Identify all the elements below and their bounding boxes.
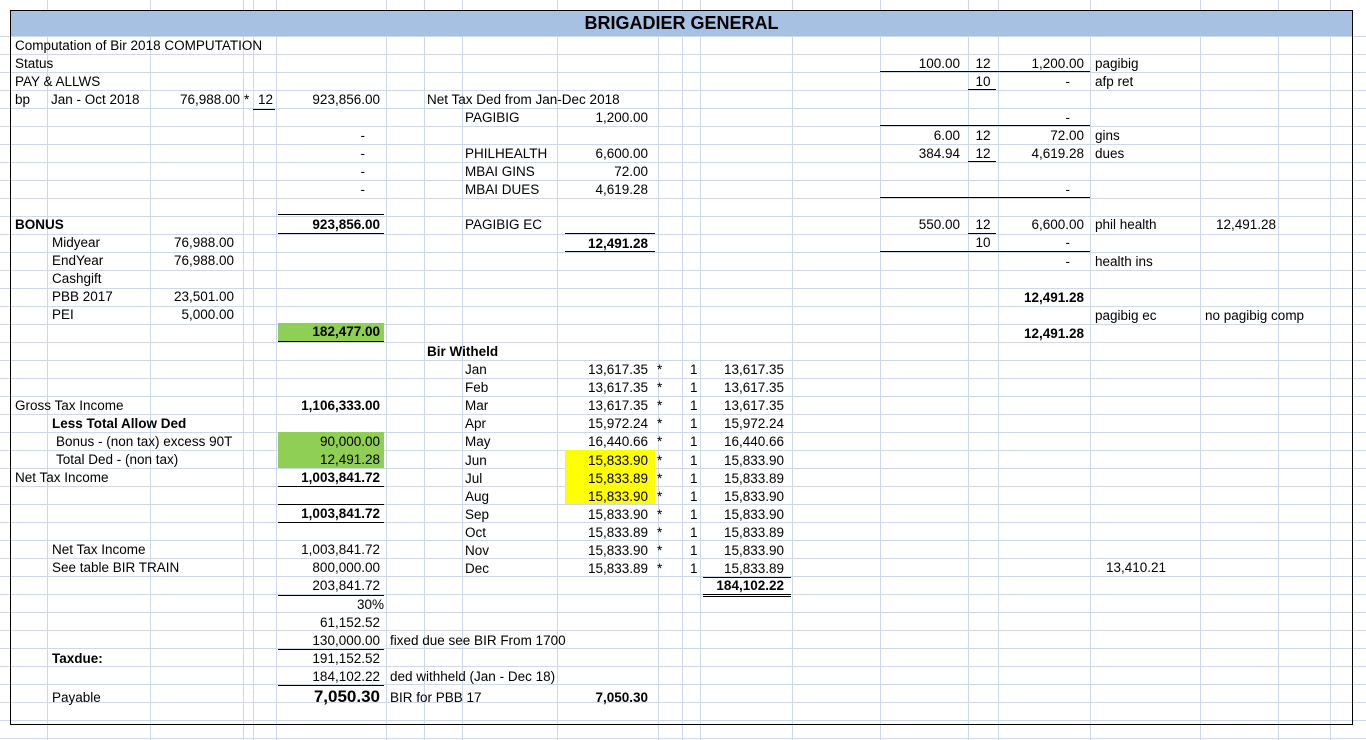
month-name: Dec: [465, 561, 490, 577]
r3-total: -: [1065, 110, 1070, 125]
month-count: 1: [690, 543, 698, 558]
month-name: Mar: [465, 398, 489, 414]
mbai-dues-label: MBAI DUES: [465, 182, 540, 197]
border-bonus-sum: [278, 341, 384, 342]
net2-label: Net Tax Income: [52, 542, 146, 557]
border-r3: [880, 125, 1090, 126]
netded-title: Net Tax Ded from Jan-Dec 2018: [427, 92, 620, 107]
less-label: Less Total Allow Ded: [52, 416, 187, 431]
r5-months: 12: [975, 146, 991, 161]
month-star: *: [657, 470, 663, 486]
mbai-dues-value: 4,619.28: [595, 182, 648, 197]
r1-amount: 100.00: [918, 56, 960, 71]
net-value-2: 1,003,841.72: [301, 506, 380, 521]
border-pagibig-ec: [565, 233, 655, 234]
fixed-label: fixed due see BIR From 1700: [390, 633, 566, 648]
border-bp-months: [253, 109, 275, 110]
bonus-nontax-label: Bonus - (non tax) excess 90T: [56, 434, 233, 449]
r4-months: 12: [975, 128, 991, 143]
border-withheld: [278, 685, 384, 686]
midyear-label: Midyear: [52, 235, 101, 250]
r9-label: health ins: [1095, 254, 1153, 269]
bp-months: 12: [258, 92, 274, 107]
pagibig-label: PAGIBIG: [465, 110, 520, 125]
border-r5: [968, 161, 996, 162]
border-net2-top: [278, 504, 384, 505]
taxdue-value: 191,152.52: [312, 651, 380, 666]
header-status: Status: [15, 56, 54, 71]
withheld-value: 184,102.22: [312, 669, 380, 684]
endyear-value: 76,988.00: [173, 253, 234, 268]
withheld-label: ded withheld (Jan - Dec 18): [390, 669, 556, 684]
month-star: *: [657, 452, 663, 468]
r12-total: 12,491.28: [1023, 326, 1084, 341]
rate-amount: 61,152.52: [319, 615, 380, 630]
month-name: Jun: [465, 452, 487, 468]
r1-months: 12: [975, 56, 991, 71]
bonus-sum: 182,477.00: [312, 324, 380, 339]
month-star: *: [657, 524, 663, 540]
r7-months: 12: [975, 217, 991, 232]
border-r1: [880, 71, 1090, 72]
r2-label: afp ret: [1095, 74, 1134, 89]
border-withheld-top: [703, 577, 791, 578]
month-total: 15,833.90: [723, 452, 784, 468]
month-name: Sep: [465, 506, 490, 522]
border-withheld-bottom-1: [703, 594, 791, 595]
r7-amount: 550.00: [918, 217, 960, 232]
border-r8: [880, 251, 1090, 252]
payable-value: 7,050.30: [313, 687, 380, 706]
bp-rate: 76,988.00: [179, 92, 240, 107]
mbai-gins-label: MBAI GINS: [465, 164, 535, 179]
dash-2: -: [360, 146, 365, 161]
bp-star: *: [244, 92, 250, 107]
sheet-title: BRIGADIER GENERAL: [584, 13, 779, 33]
month-count: 1: [690, 380, 698, 396]
border-bonus-top: [278, 214, 384, 215]
month-amount: 13,617.35: [587, 380, 648, 396]
net-value: 1,003,841.72: [301, 470, 380, 485]
bonus-nontax-value: 90,000.00: [319, 434, 380, 449]
bonus-total: 923,856.00: [312, 217, 380, 232]
month-amount: 15,972.24: [587, 416, 648, 432]
month-total: 15,833.90: [723, 488, 784, 504]
ded-total: 12,491.28: [587, 236, 648, 251]
border-r6: [880, 197, 1090, 198]
bp-total: 923,856.00: [312, 92, 380, 107]
month-star: *: [657, 488, 663, 504]
endyear-label: EndYear: [52, 253, 104, 268]
month-amount: 16,440.66: [587, 434, 648, 450]
month-star: *: [657, 434, 663, 450]
r5-label: dues: [1095, 146, 1125, 161]
month-amount: 13,617.35: [587, 398, 648, 414]
month-total: 16,440.66: [723, 434, 784, 450]
month-total: 15,833.89: [723, 524, 784, 540]
border-net: [278, 486, 384, 487]
r9-total: -: [1065, 254, 1070, 269]
month-total: 15,833.89: [723, 561, 784, 577]
month-star: *: [657, 380, 663, 396]
month-star: *: [657, 543, 663, 558]
cashgift-label: Cashgift: [52, 271, 102, 286]
mbai-gins-value: 72.00: [614, 164, 648, 179]
month-total: 15,833.90: [723, 543, 784, 558]
pbb-label: PBB 2017: [52, 289, 113, 304]
print-frame: [10, 10, 1353, 725]
r1-label: pagibig: [1095, 56, 1139, 71]
r11-label: pagibig ec: [1095, 308, 1157, 323]
r10-total: 12,491.28: [1023, 290, 1084, 305]
withheld-title: Bir Witheld: [427, 344, 499, 359]
month-count: 1: [690, 452, 698, 468]
r13-value: 13,410.21: [1105, 560, 1166, 575]
pagibig-value: 1,200.00: [595, 110, 648, 125]
r1-total: 1,200.00: [1031, 56, 1084, 71]
r8-months: 10: [975, 235, 991, 250]
month-total: 15,833.89: [723, 470, 784, 486]
month-star: *: [657, 506, 663, 522]
dash-1: -: [360, 128, 365, 143]
month-name: Feb: [465, 380, 489, 396]
month-name: Nov: [465, 543, 490, 558]
philhealth-label: PHILHEALTH: [465, 146, 548, 161]
midyear-value: 76,988.00: [173, 235, 234, 250]
r5-amount: 384.94: [918, 146, 960, 161]
see-table-value: 800,000.00: [312, 560, 380, 575]
month-name: Jan: [465, 362, 487, 377]
gross-value: 1,106,333.00: [301, 398, 380, 413]
net-label: Net Tax Income: [15, 470, 109, 485]
r6-total: -: [1065, 182, 1070, 197]
month-total: 13,617.35: [723, 362, 784, 377]
month-total: 13,617.35: [723, 380, 784, 396]
month-amount: 15,833.89: [587, 524, 648, 540]
pei-value: 5,000.00: [181, 307, 234, 322]
month-amount: 15,833.90: [587, 488, 648, 504]
month-amount: 15,833.90: [587, 506, 648, 522]
month-name: Jul: [465, 470, 483, 486]
pei-label: PEI: [52, 307, 74, 322]
month-name: Oct: [465, 524, 487, 540]
totalded-label: Total Ded - (non tax): [56, 452, 179, 467]
withheld-total: 184,102.22: [716, 578, 784, 593]
payable-label: Payable: [52, 690, 101, 705]
bp-label: bp: [15, 92, 31, 107]
month-name: Aug: [465, 488, 490, 504]
month-star: *: [657, 561, 663, 577]
dash-3: -: [360, 164, 365, 179]
r7-sum: 12,491.28: [1215, 217, 1276, 232]
dash-4: -: [360, 182, 365, 197]
border-withheld-bottom-2: [703, 596, 791, 597]
border-bonus-bottom: [278, 233, 384, 234]
net2-value: 1,003,841.72: [301, 542, 380, 557]
month-total: 15,833.90: [723, 506, 784, 522]
header-computation: Computation of Bir 2018 COMPUTATION: [15, 38, 263, 53]
bonus-label: BONUS: [15, 217, 64, 232]
excess-value: 203,841.72: [312, 578, 380, 593]
month-count: 1: [690, 506, 698, 522]
month-amount: 13,617.35: [587, 362, 648, 377]
bp-period: Jan - Oct 2018: [51, 92, 140, 107]
philhealth-value: 6,600.00: [595, 146, 648, 161]
month-star: *: [657, 416, 663, 432]
border-r2: [968, 89, 996, 90]
month-name: May: [465, 434, 491, 450]
month-name: Apr: [465, 416, 487, 432]
month-count: 1: [690, 362, 698, 377]
month-count: 1: [690, 434, 698, 450]
month-amount: 15,833.90: [587, 452, 648, 468]
month-count: 1: [690, 524, 698, 540]
taxdue-label: Taxdue:: [52, 651, 103, 666]
r11-note: no pagibig comp: [1205, 308, 1305, 323]
month-count: 1: [690, 488, 698, 504]
r7-total: 6,600.00: [1031, 217, 1084, 232]
grid-row-line: [0, 738, 1366, 739]
r4-amount: 6.00: [933, 128, 960, 143]
r5-total: 4,619.28: [1031, 146, 1084, 161]
border-ded-total: [565, 251, 655, 252]
r8-total: -: [1065, 235, 1070, 250]
month-count: 1: [690, 561, 698, 577]
month-count: 1: [690, 470, 698, 486]
month-amount: 15,833.89: [587, 561, 648, 577]
pbb17-label: BIR for PBB 17: [390, 690, 482, 705]
fixed-value: 130,000.00: [312, 633, 380, 648]
rate-value: 30%: [356, 597, 384, 612]
border-fixed: [278, 649, 384, 650]
month-count: 1: [690, 398, 698, 414]
month-amount: 15,833.90: [587, 543, 648, 558]
month-star: *: [657, 398, 663, 414]
r4-total: 72.00: [1050, 128, 1084, 143]
month-total: 15,972.24: [723, 416, 784, 432]
pbb-value: 23,501.00: [173, 289, 234, 304]
r2-total: -: [1065, 74, 1070, 89]
border-excess: [278, 595, 384, 596]
border-r7: [968, 233, 996, 234]
border-net2-bottom: [278, 522, 384, 523]
pagibig-ec-label: PAGIBIG EC: [465, 217, 543, 232]
month-amount: 15,833.89: [587, 470, 648, 486]
see-table-label: See table BIR TRAIN: [52, 560, 180, 575]
month-count: 1: [690, 416, 698, 432]
gross-label: Gross Tax Income: [15, 398, 124, 413]
month-total: 13,617.35: [723, 398, 784, 414]
totalded-value: 12,491.28: [319, 452, 380, 467]
r7-label: phil health: [1095, 217, 1157, 232]
r4-label: gins: [1095, 128, 1120, 143]
r2-months: 10: [975, 74, 991, 89]
month-star: *: [657, 362, 663, 377]
header-pay-allws: PAY & ALLWS: [15, 74, 101, 89]
pbb17-value: 7,050.30: [595, 690, 648, 705]
